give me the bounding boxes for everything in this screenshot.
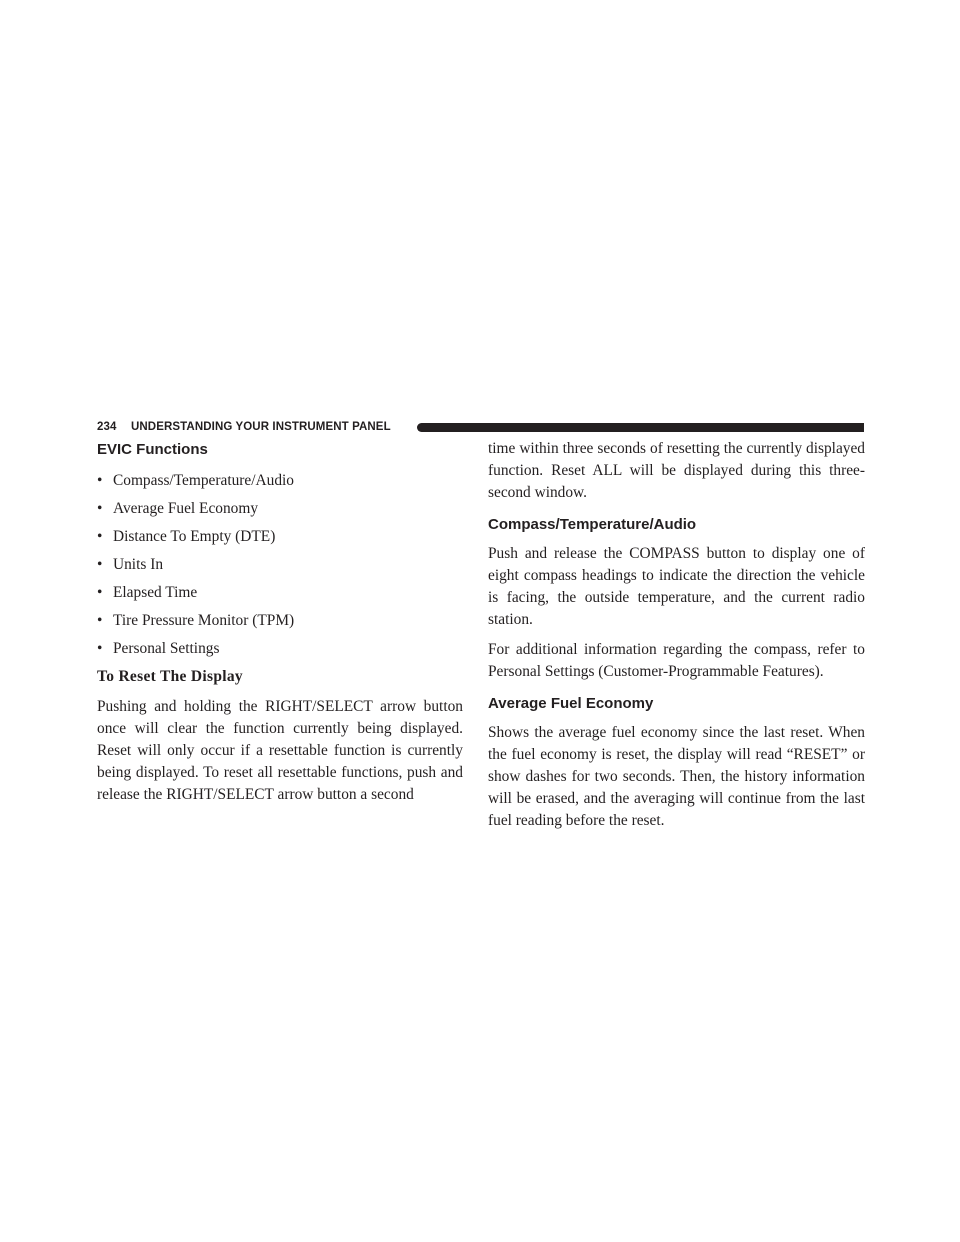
reset-display-heading: To Reset The Display — [97, 668, 243, 685]
section-title: UNDERSTANDING YOUR INSTRUMENT PANEL — [131, 421, 391, 433]
list-item — [97, 470, 463, 492]
average-fuel-economy-heading: Average Fuel Economy — [488, 695, 654, 712]
header-rule — [417, 423, 864, 432]
compass-paragraph: Push and release the COMPASS button to display one of eight compass headings to indicate the direction the vehicle is facing, the outside temperature, and the current radio station. — [488, 545, 865, 628]
bullet-icon: • — [97, 500, 103, 517]
list-item-label: Personal Settings — [113, 640, 220, 657]
list-item — [97, 610, 463, 632]
page-number: 234 — [97, 421, 117, 433]
left-column — [97, 440, 463, 806]
page-header — [97, 417, 864, 437]
list-item-label: Compass/Temperature/Audio — [113, 472, 295, 489]
compass-heading: Compass/Temperature/Audio — [488, 516, 697, 533]
list-item — [97, 526, 463, 548]
bullet-icon: • — [97, 556, 103, 573]
bullet-icon: • — [97, 584, 103, 601]
bullet-icon: • — [97, 640, 103, 657]
average-fuel-economy-paragraph: Shows the average fuel economy since the last reset. When the fuel economy is reset, the display will read “RESET” or show dashes for two seconds. Then, the history information will be erased, and the averaging will continue from the last fuel reading before the reset. — [488, 724, 865, 829]
list-item — [97, 554, 463, 576]
list-item-label: Distance To Empty (DTE) — [113, 528, 276, 545]
list-item-label: Elapsed Time — [113, 584, 198, 601]
evic-functions-heading: EVIC Functions — [97, 441, 208, 458]
bullet-icon: • — [97, 528, 103, 545]
bullet-icon: • — [97, 472, 103, 489]
reset-continued-paragraph: time within three seconds of resetting the currently displayed function. Reset ALL will be displayed during this three-second window. — [488, 440, 865, 501]
list-item-label: Tire Pressure Monitor (TPM) — [113, 612, 295, 629]
list-item — [97, 582, 463, 604]
list-item — [97, 638, 463, 660]
bullet-icon: • — [97, 612, 103, 629]
reset-display-paragraph: Pushing and holding the RIGHT/SELECT arrow button once will clear the function currently being displayed. Reset will only occur if a resettable function is currently being displayed. To reset all resettable functions, push and release the RIGHT/SELECT arrow button a second — [97, 698, 463, 803]
list-item — [97, 498, 463, 520]
list-item-label: Average Fuel Economy — [113, 500, 259, 517]
right-column — [488, 440, 865, 832]
evic-functions-list — [97, 470, 463, 660]
compass-reference-paragraph: For additional information regarding the compass, refer to Personal Settings (Customer-Programmable Features). — [488, 641, 865, 680]
list-item-label: Units In — [113, 556, 164, 573]
